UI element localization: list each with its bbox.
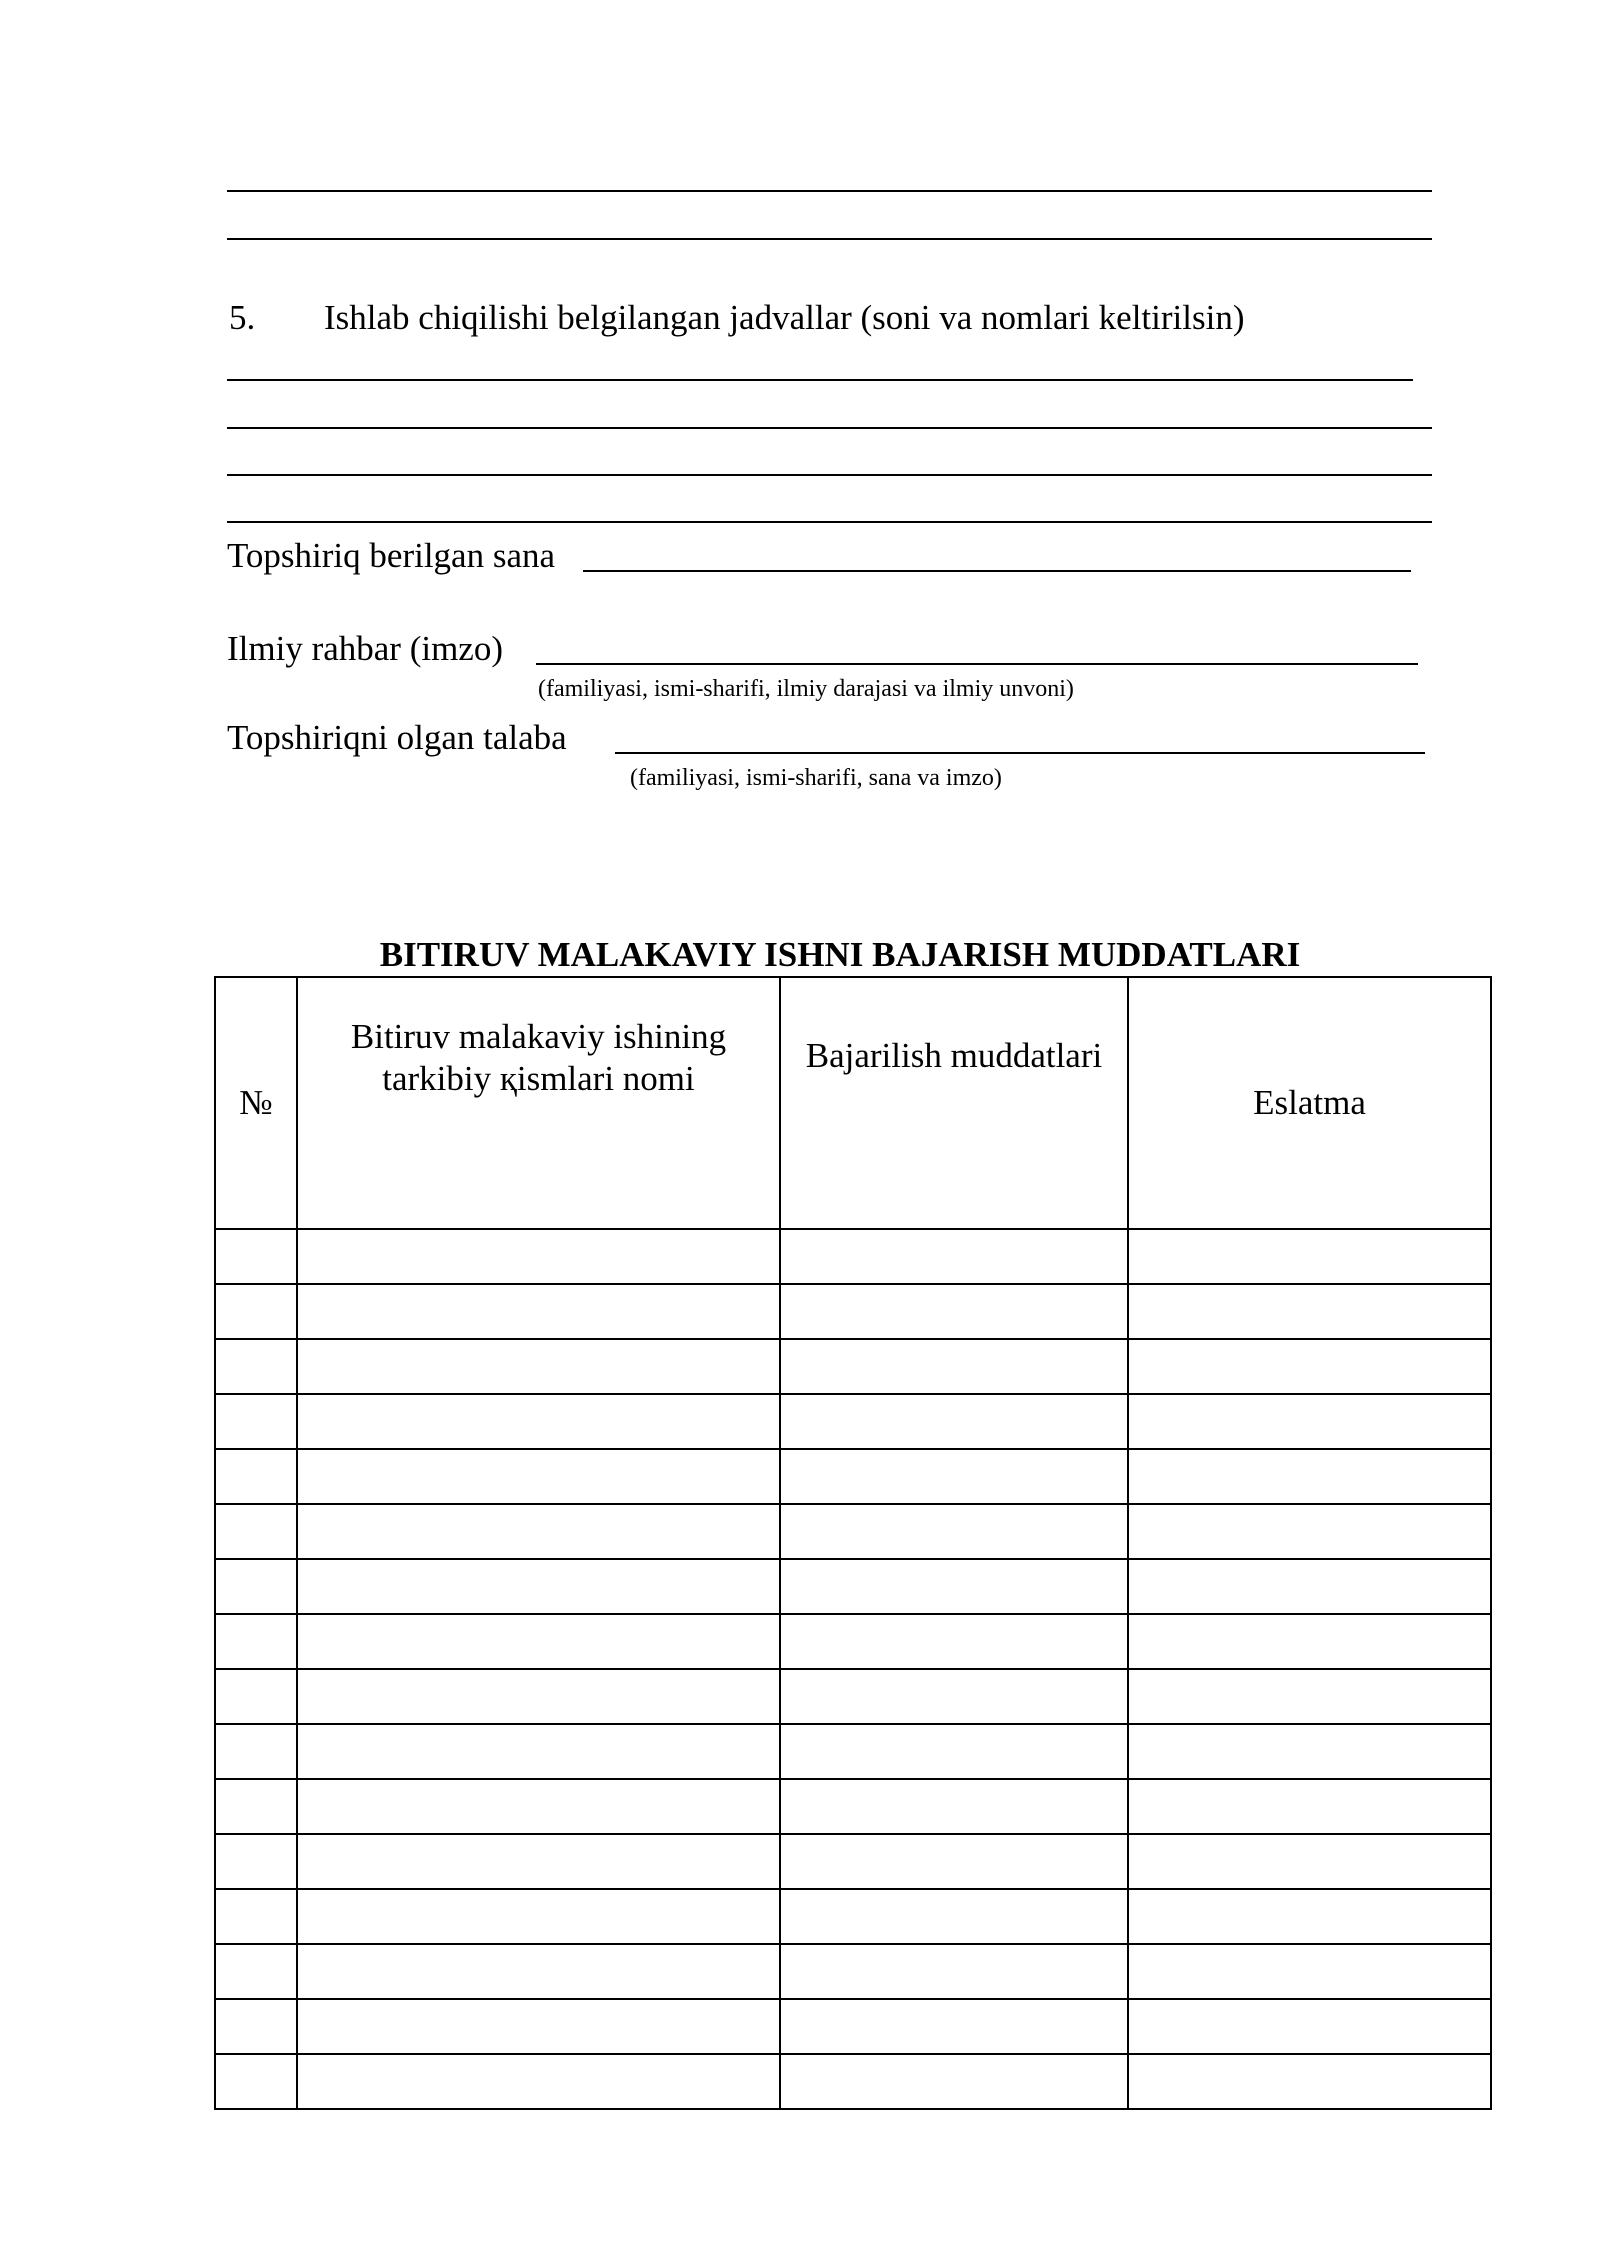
supervisor-label: Ilmiy rahbar (imzo) xyxy=(227,629,504,668)
student-label: Topshiriqni olgan talaba xyxy=(227,718,567,757)
cell-number[interactable] xyxy=(215,2054,297,2109)
cell-dates[interactable] xyxy=(780,1724,1128,1779)
cell-note[interactable] xyxy=(1128,1614,1491,1669)
blank-line xyxy=(227,238,1432,240)
supervisor-signature-field[interactable] xyxy=(536,663,1418,665)
cell-parts[interactable] xyxy=(297,1889,780,1944)
cell-note[interactable] xyxy=(1128,1284,1491,1339)
cell-number[interactable] xyxy=(215,1339,297,1394)
blank-line xyxy=(227,474,1432,476)
student-signature-field[interactable] xyxy=(615,752,1425,754)
table-row xyxy=(215,1339,1491,1394)
cell-note[interactable] xyxy=(1128,2054,1491,2109)
cell-dates[interactable] xyxy=(780,2054,1128,2109)
blank-line xyxy=(227,521,1432,523)
cell-dates[interactable] xyxy=(780,1999,1128,2054)
cell-number[interactable] xyxy=(215,1394,297,1449)
cell-dates[interactable] xyxy=(780,1339,1128,1394)
cell-dates[interactable] xyxy=(780,1229,1128,1284)
cell-note[interactable] xyxy=(1128,1779,1491,1834)
table-row xyxy=(215,1834,1491,1889)
cell-number[interactable] xyxy=(215,1834,297,1889)
section-5-number: 5. xyxy=(229,298,256,337)
table-row xyxy=(215,1559,1491,1614)
blank-line xyxy=(227,379,1413,381)
cell-parts[interactable] xyxy=(297,1999,780,2054)
cell-number[interactable] xyxy=(215,1614,297,1669)
cell-dates[interactable] xyxy=(780,1614,1128,1669)
cell-note[interactable] xyxy=(1128,1834,1491,1889)
table-row xyxy=(215,1889,1491,1944)
cell-dates[interactable] xyxy=(780,1889,1128,1944)
assignment-date-label: Topshiriq berilgan sana xyxy=(227,536,556,575)
cell-note[interactable] xyxy=(1128,1229,1491,1284)
cell-number[interactable] xyxy=(215,1504,297,1559)
student-caption: (familiyasi, ismi-sharifi, sana va imzo) xyxy=(630,765,1002,791)
cell-dates[interactable] xyxy=(780,1394,1128,1449)
schedule-title: BITIRUV MALAKAVIY ISHNI BAJARISH MUDDATLARI xyxy=(379,935,1301,974)
cell-number[interactable] xyxy=(215,1944,297,1999)
cell-dates[interactable] xyxy=(780,1779,1128,1834)
cell-number[interactable] xyxy=(215,1669,297,1724)
cell-number[interactable] xyxy=(215,1724,297,1779)
cell-number[interactable] xyxy=(215,1559,297,1614)
cell-note[interactable] xyxy=(1128,1944,1491,1999)
blank-line xyxy=(227,190,1432,192)
cell-parts[interactable] xyxy=(297,1779,780,1834)
table-row xyxy=(215,1504,1491,1559)
cell-number[interactable] xyxy=(215,1889,297,1944)
cell-parts[interactable] xyxy=(297,1944,780,1999)
table-row xyxy=(215,2054,1491,2109)
table-row xyxy=(215,1944,1491,1999)
cell-note[interactable] xyxy=(1128,1724,1491,1779)
cell-dates[interactable] xyxy=(780,1834,1128,1889)
cell-parts[interactable] xyxy=(297,1449,780,1504)
schedule-table-body xyxy=(215,1229,1491,2109)
cell-parts[interactable] xyxy=(297,1339,780,1394)
cell-dates[interactable] xyxy=(780,1559,1128,1614)
cell-number[interactable] xyxy=(215,1229,297,1284)
cell-dates[interactable] xyxy=(780,1284,1128,1339)
cell-number[interactable] xyxy=(215,1779,297,1834)
cell-note[interactable] xyxy=(1128,1394,1491,1449)
cell-parts[interactable] xyxy=(297,1229,780,1284)
cell-number[interactable] xyxy=(215,1999,297,2054)
schedule-table xyxy=(214,976,1492,2110)
supervisor-caption: (familiyasi, ismi-sharifi, ilmiy darajasi va ilmiy unvoni) xyxy=(538,676,1074,702)
table-row xyxy=(215,1229,1491,1284)
cell-parts[interactable] xyxy=(297,1724,780,1779)
cell-note[interactable] xyxy=(1128,1504,1491,1559)
blank-line xyxy=(227,427,1432,429)
cell-parts[interactable] xyxy=(297,1614,780,1669)
table-header-row xyxy=(215,977,1491,1229)
cell-note[interactable] xyxy=(1128,1559,1491,1614)
cell-parts[interactable] xyxy=(297,1504,780,1559)
table-row xyxy=(215,1999,1491,2054)
cell-parts[interactable] xyxy=(297,1284,780,1339)
assignment-date-field[interactable] xyxy=(583,570,1411,572)
cell-dates[interactable] xyxy=(780,1449,1128,1504)
cell-parts[interactable] xyxy=(297,1559,780,1614)
cell-note[interactable] xyxy=(1128,1339,1491,1394)
section-5-text: Ishlab chiqilishi belgilangan jadvallar (soni va nomlari keltirilsin) xyxy=(324,298,1245,337)
cell-dates[interactable] xyxy=(780,1669,1128,1724)
cell-number[interactable] xyxy=(215,1284,297,1339)
cell-dates[interactable] xyxy=(780,1504,1128,1559)
cell-note[interactable] xyxy=(1128,1669,1491,1724)
table-row xyxy=(215,1669,1491,1724)
table-row xyxy=(215,1284,1491,1339)
table-row xyxy=(215,1724,1491,1779)
table-row xyxy=(215,1449,1491,1504)
column-header-note: Eslatma xyxy=(1128,977,1491,1229)
cell-parts[interactable] xyxy=(297,2054,780,2109)
table-row xyxy=(215,1779,1491,1834)
table-row xyxy=(215,1394,1491,1449)
cell-note[interactable] xyxy=(1128,1999,1491,2054)
column-header-dates: Bajarilish muddatlari xyxy=(780,977,1128,1229)
cell-parts[interactable] xyxy=(297,1834,780,1889)
table-row xyxy=(215,1614,1491,1669)
cell-number[interactable] xyxy=(215,1449,297,1504)
cell-parts[interactable] xyxy=(297,1394,780,1449)
cell-note[interactable] xyxy=(1128,1449,1491,1504)
cell-dates[interactable] xyxy=(780,1944,1128,1999)
cell-note[interactable] xyxy=(1128,1889,1491,1944)
cell-parts[interactable] xyxy=(297,1669,780,1724)
column-header-number: № xyxy=(215,977,297,1229)
column-header-parts: Bitiruv malakaviy ishining tarkibiy қismlari nomi xyxy=(297,977,780,1229)
